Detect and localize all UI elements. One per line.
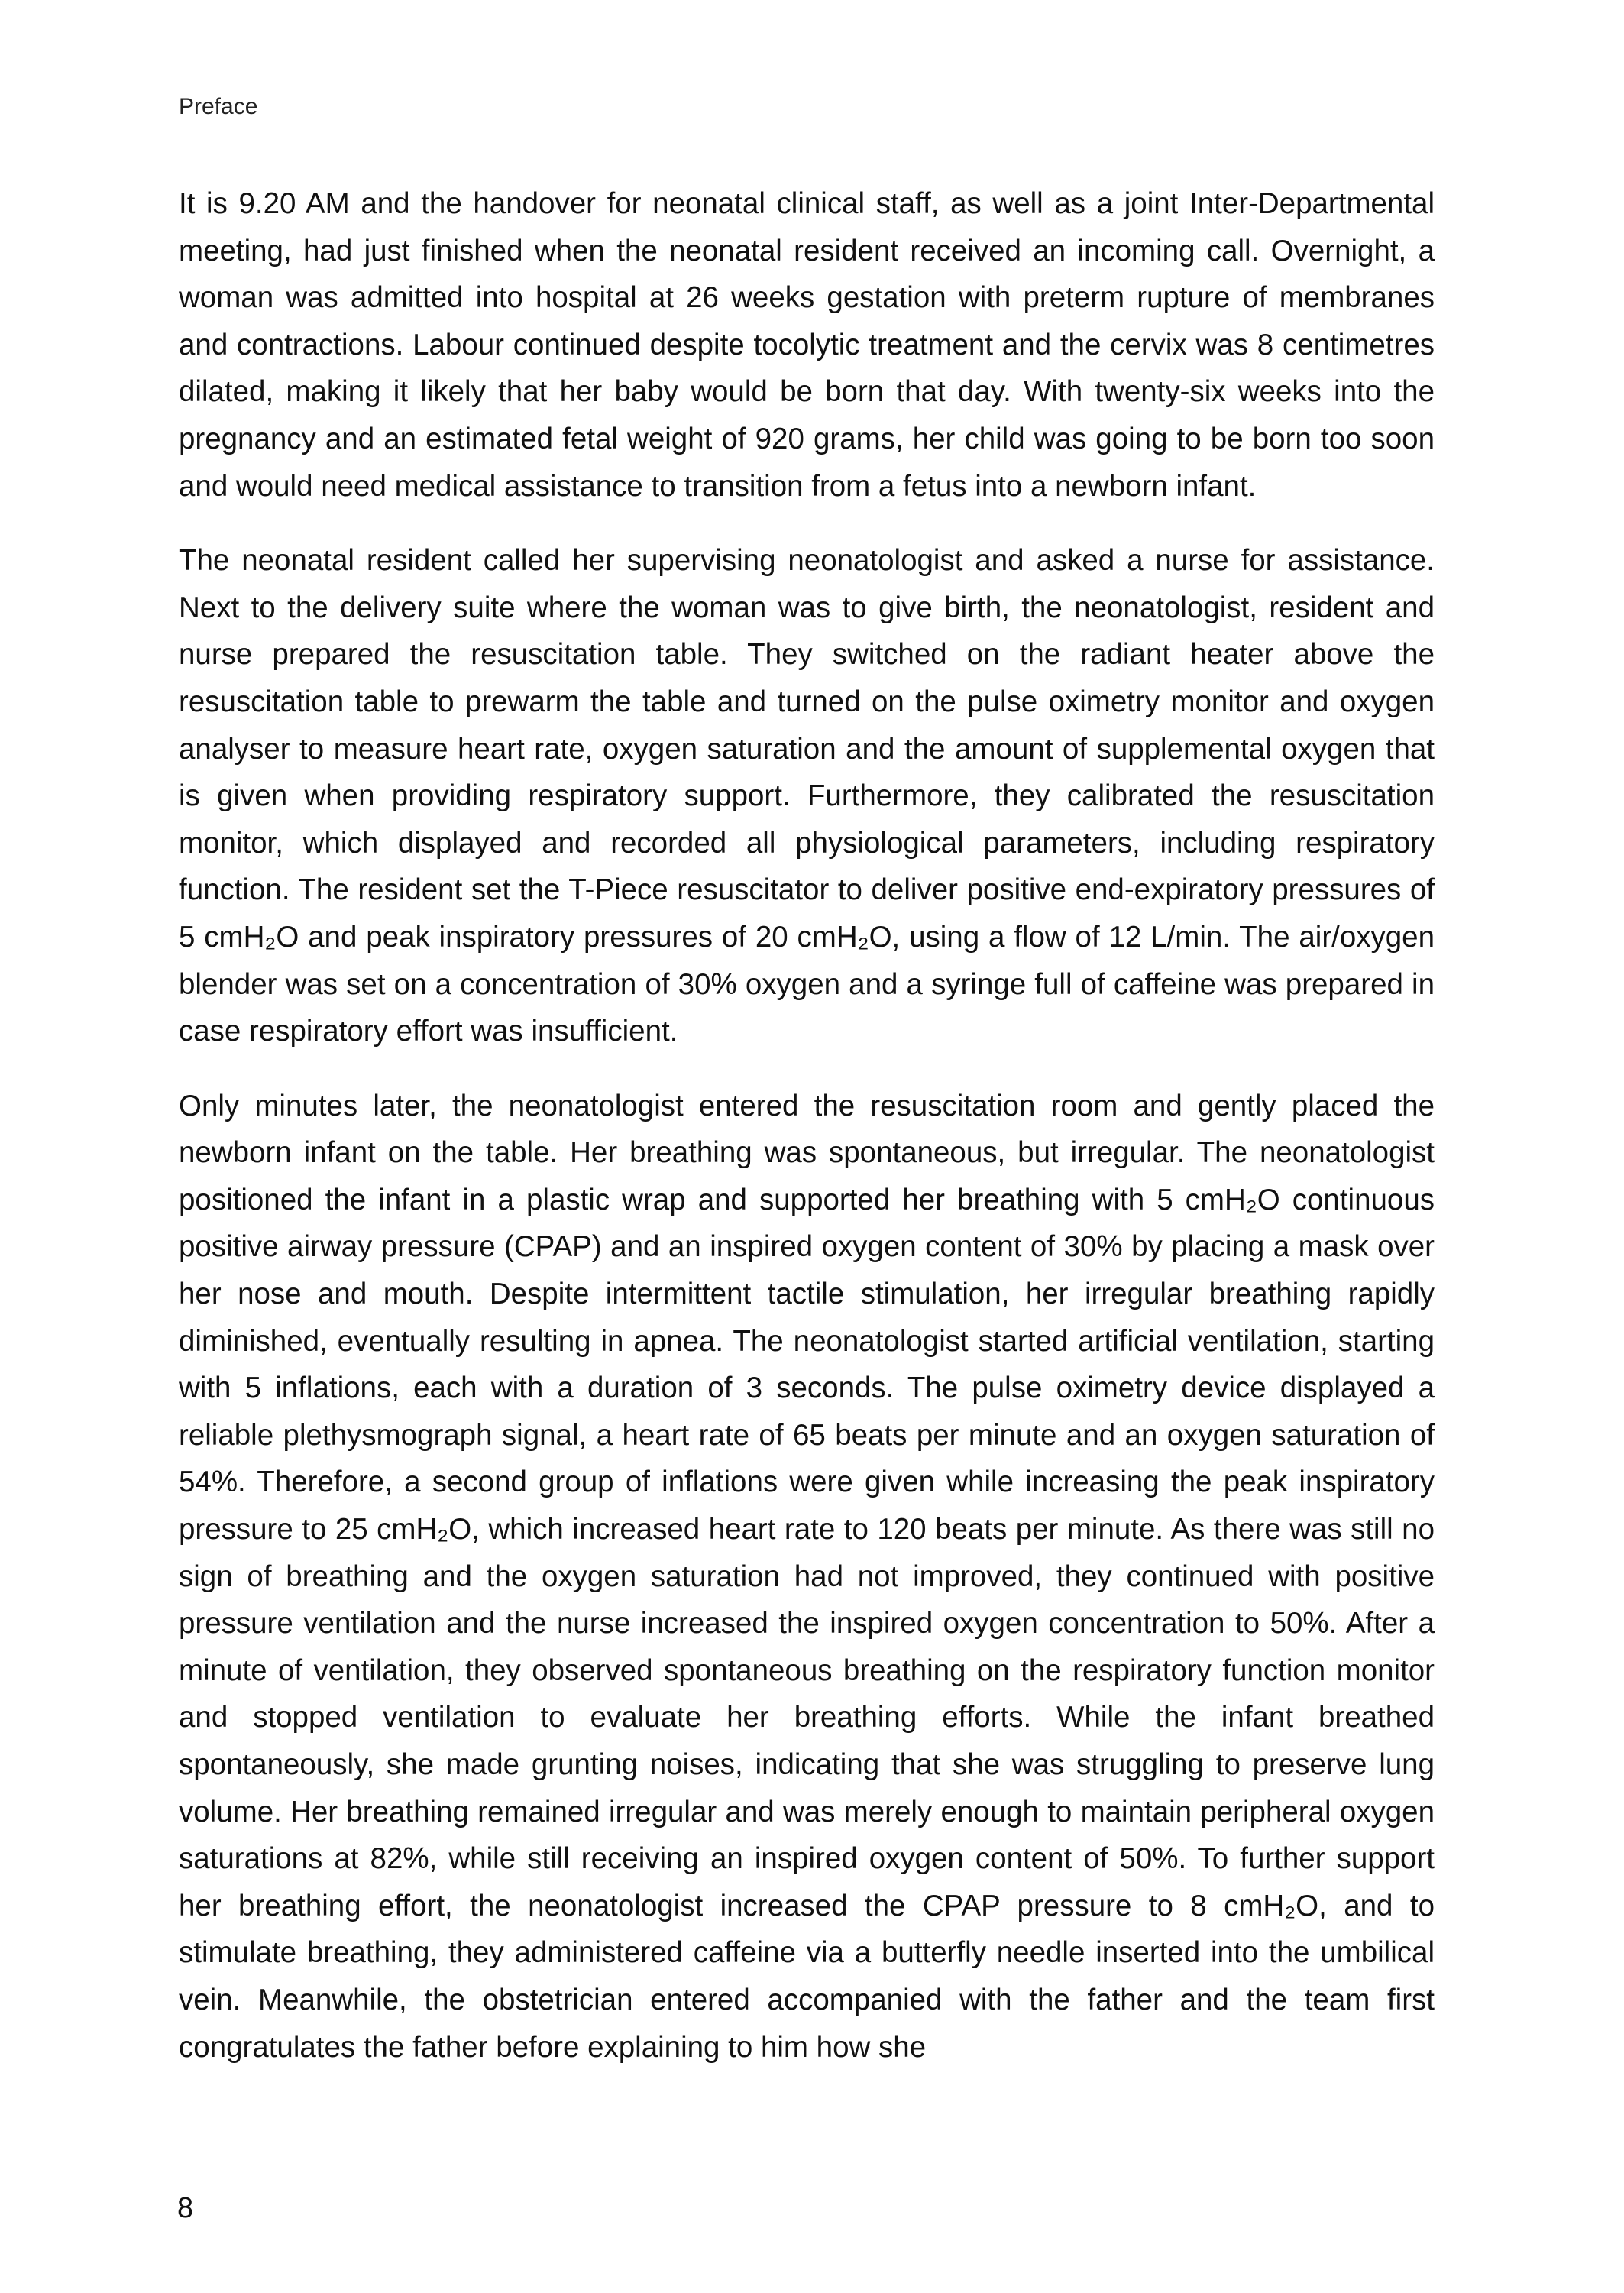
running-header: Preface — [179, 94, 258, 119]
paragraph-resuscitation: Only minutes later, the neonatologist entered the resuscitation room and gently placed the newborn infant on the table. Her breathing was spontaneous, but irregular. The neonatologist positioned the infant in a plastic wrap and supported her breathing with 5 cmH₂O continuous positive airway pressure (CPAP) and an inspired oxygen content of 30% by placing a mask over her nose and mouth. Despite intermittent tactile stimulation, her irregular breathing rapidly diminished, eventually resulting in apnea. The neonatologist started artificial ventilation, starting with 5 inflations, each with a duration of 3 seconds. The pulse oximetry device displayed a reliable plethysmograph signal, a heart rate of 65 beats per minute and an oxygen saturation of 54%. Therefore, a second group of inflations were given while increasing the peak inspiratory pressure to 25 cmH₂O, which increased heart rate to 120 beats per minute. As there was still no sign of breathing and the oxygen saturation had not improved, they continued with positive pressure ventilation and the nurse increased the inspired oxygen concentration to 50%. After a minute of ventilation, they observed spontaneous breathing on the respiratory function monitor and stopped ventilation to evaluate her breathing efforts. While the infant breathed spontaneously, she made grunting noises, indicating that she was struggling to preserve lung volume. Her breathing remained irregular and was merely enough to maintain peripheral oxygen saturations at 82%, while still receiving an inspired oxygen content of 50%. To further support her breathing effort, the neonatologist increased the CPAP pressure to 8 cmH₂O, and to stimulate breathing, they administered caffeine via a butterfly needle inserted into the umbilical vein. Meanwhile, the obstetrician entered accompanied with the father and the team first congratulates the father before explaining to him how she — [179, 1089, 1435, 2064]
page-number: 8 — [177, 2192, 194, 2224]
paragraph-preparation: The neonatal resident called her supervising neonatologist and asked a nurse for assistance. Next to the delivery suite where the woman was to give birth, the neonatologist, resident and nurse prepared the resuscitation table. They switched on the radiant heater above the resuscitation table to prewarm the table and turned on the pulse oximetry monitor and oxygen analyser to measure heart rate, oxygen saturation and the amount of supplemental oxygen that is given when providing respiratory support. Furthermore, they calibrated the resuscitation monitor, which displayed and recorded all physiological parameters, including respiratory function. The resident set the T-Piece resuscitator to deliver positive end-expiratory pressures of 5 cmH₂O and peak inspiratory pressures of 20 cmH₂O, using a flow of 12 L/min. The air/oxygen blender was set on a concentration of 30% oxygen and a syringe full of caffeine was prepared in case respiratory effort was insufficient. — [179, 544, 1435, 1048]
paragraph-handover: It is 9.20 AM and the handover for neonatal clinical staff, as well as a joint Inter-Departmental meeting, had just finished when the neonatal resident received an incoming call. Overnight, a woman was admitted into hospital at 26 weeks gestation with preterm rupture of membranes and contractions. Labour continued despite tocolytic treatment and the cervix was 8 centimetres dilated, making it likely that her baby would be born that day. With twenty-six weeks into the pregnancy and an estimated fetal weight of 920 grams, her child was going to be born too soon and would need medical assistance to transition from a fetus into a newborn infant. — [179, 187, 1435, 503]
body-text — [179, 180, 1435, 2098]
